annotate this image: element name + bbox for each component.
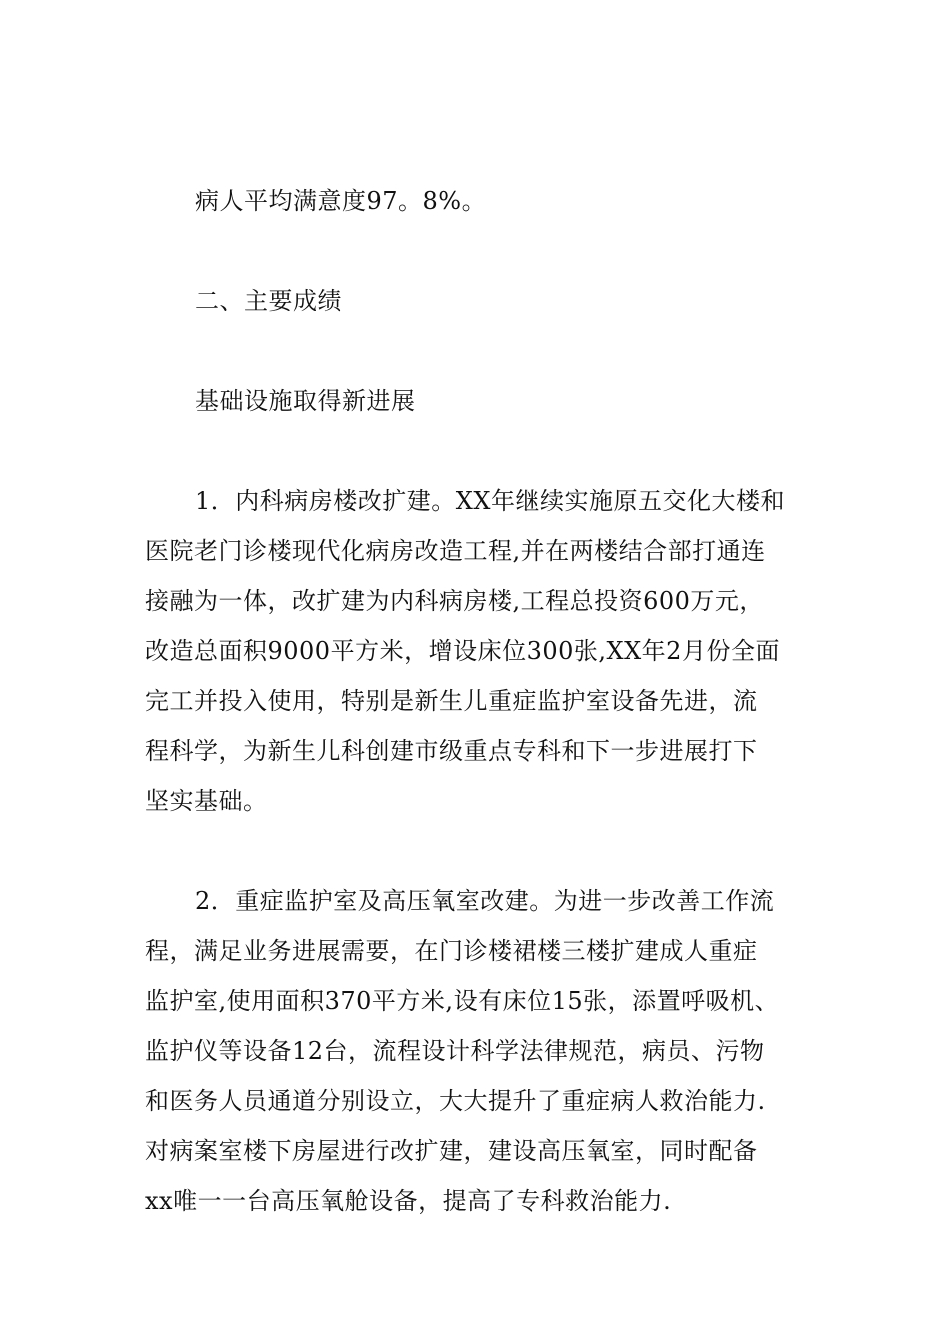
paragraph-line: 监护仪等设备12台，流程设计科学法律规范，病员、污物 <box>145 1037 765 1065</box>
paragraph-line: 改造总面积9000平方米，增设床位300张,XX年2月份全面 <box>145 637 780 665</box>
paragraph-line: 完工并投入使用，特别是新生儿重症监护室设备先进，流 <box>145 687 758 715</box>
subsection-heading: 基础设施取得新进展 <box>195 387 416 415</box>
paragraph-satisfaction: 病人平均满意度97。8%。 <box>195 187 487 215</box>
paragraph-line: 接融为一体，改扩建为内科病房楼,工程总投资600万元， <box>145 587 764 615</box>
paragraph-line: 坚实基础。 <box>145 787 268 815</box>
paragraph-line: 和医务人员通道分别设立，大大提升了重症病人救治能力. <box>145 1087 766 1115</box>
paragraph-line: 程，满足业务进展需要，在门诊楼裙楼三楼扩建成人重症 <box>145 937 758 965</box>
paragraph-line: 1．内科病房楼改扩建。XX年继续实施原五交化大楼和 <box>195 487 785 515</box>
paragraph-line: 医院老门诊楼现代化病房改造工程,并在两楼结合部打通连 <box>145 537 766 565</box>
paragraph-line: xx唯一一台高压氧舱设备，提高了专科救治能力. <box>145 1187 672 1215</box>
paragraph-line: 对病案室楼下房屋进行改扩建，建设高压氧室，同时配备 <box>145 1137 758 1165</box>
paragraph-line: 监护室,使用面积370平方米,设有床位15张，添置呼吸机、 <box>145 987 780 1015</box>
section-heading: 二、主要成绩 <box>195 287 342 315</box>
paragraph-line: 程科学，为新生儿科创建市级重点专科和下一步进展打下 <box>145 737 758 765</box>
paragraph-line: 2．重症监护室及高压氧室改建。为进一步改善工作流 <box>195 887 775 915</box>
